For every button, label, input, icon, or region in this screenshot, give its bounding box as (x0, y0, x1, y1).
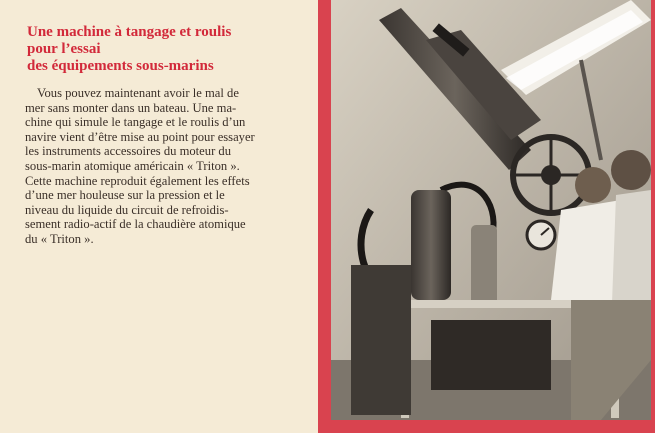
article-body-line: navire vient d’être mise au point pour essayer (25, 129, 255, 144)
article-body-line: d’une mer houleuse sur la pression et le (25, 188, 225, 203)
article-body-line: Vous pouvez maintenant avoir le mal de (37, 86, 239, 100)
machine-photo (331, 0, 651, 420)
article-body-line: sous-marin atomique américain « Triton ». (25, 158, 240, 173)
article-body (25, 86, 315, 247)
article-body-line: du « Triton ». (25, 231, 94, 246)
article-body-line: niveau du liquide du circuit de refroidis- (25, 202, 229, 217)
article-body-line: Cette machine reproduit également les effets (25, 173, 250, 188)
article-title-line: Une machine à tangage et roulis (27, 24, 232, 40)
article-body-line: mer sans monter dans un bateau. Une ma- (25, 100, 237, 115)
article-title-line: pour l’essai (27, 41, 101, 57)
article-body-line: les instruments accessoires du moteur du (25, 144, 232, 159)
article-body-line: chine qui simule le tangage et le roulis d’un (25, 115, 246, 130)
article-body-line: sement radio-actif de la chaudière atomique (25, 217, 246, 232)
article-title (27, 24, 317, 75)
machine-photo-illustration (331, 0, 651, 420)
article-title-line: des équipements sous-marins (27, 58, 214, 74)
article-column (0, 0, 318, 433)
